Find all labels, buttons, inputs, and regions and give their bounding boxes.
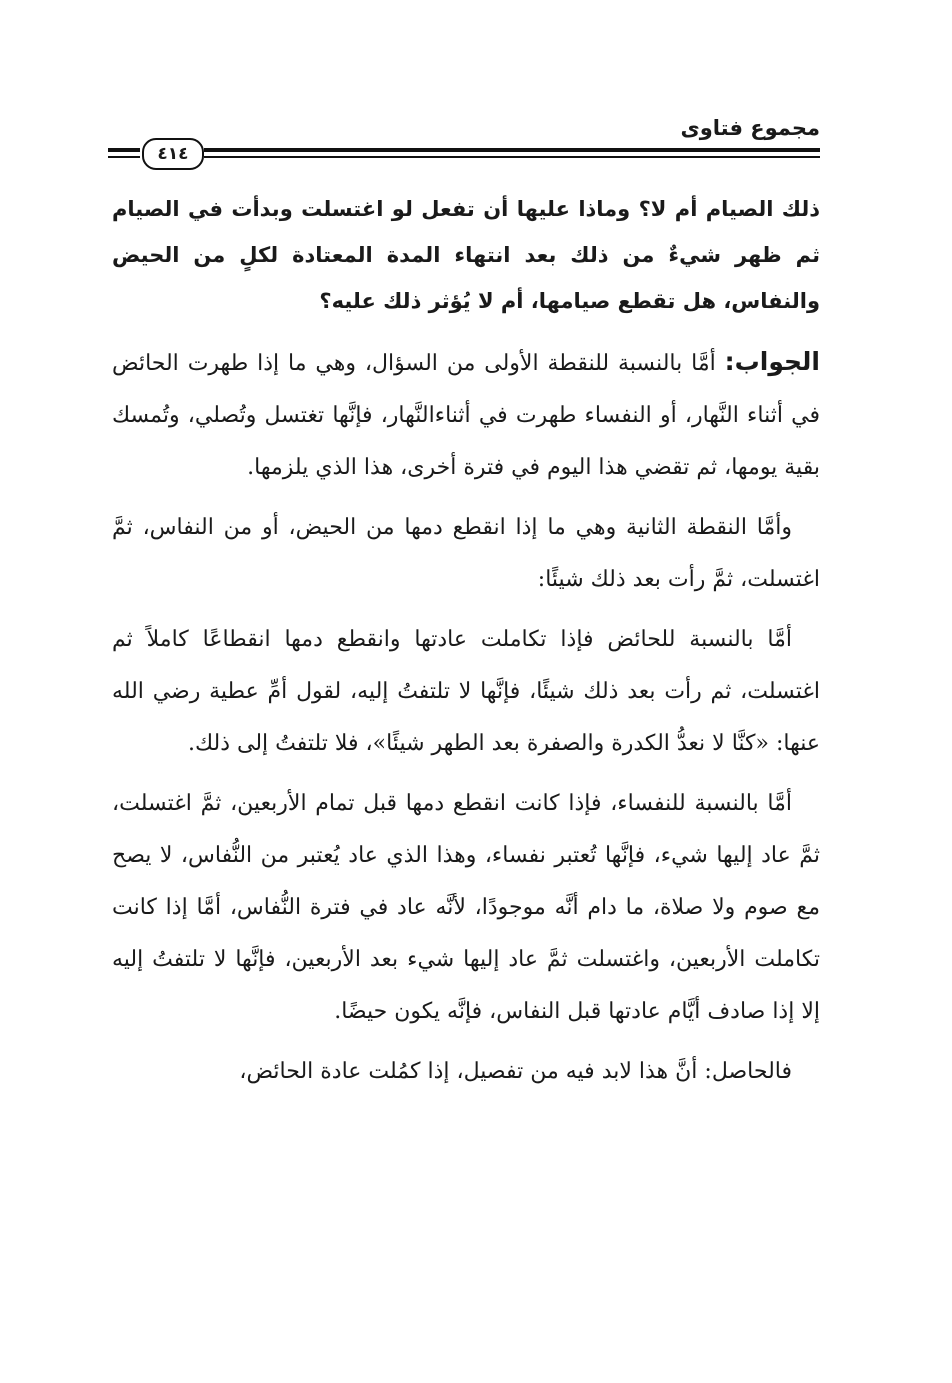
paragraph-postpartum: أمَّا بالنسبة للنفساء، فإذا كانت انقطع دمها قبل تمام الأربعين، ثمَّ اغتسلت، ثمَّ عاد إليها شيء، فإنَّها تُعتبر نفساء، وهذا الذي عاد يُعتبر من النُّفاس، لا يصح مع صوم ولا صلاة، ما دام أنَّه موجودًا، لأنَّه عاد في فترة النُّفاس، أمَّا إذا كانت تكاملت الأربعين، واغتسلت ثمَّ عاد إليها شيء بعد الأربعين، فإنَّها لا تلتفتُ إليه إلا إذا صادف أيَّام عادتها قبل النفاس، فإنَّه يكون حيضًا. <box>112 791 820 1024</box>
header-rule-thin <box>204 156 820 158</box>
header-rule-left-thick <box>108 148 140 152</box>
paragraph-conclusion: فالحاصل: أنَّ هذا لابد فيه من تفصيل، إذا كمُلت عادة الحائض، <box>239 1059 792 1084</box>
book-title: مجموع فتاوى <box>680 116 820 140</box>
header-rule-thick <box>204 148 820 152</box>
question-text: ذلك الصيام أم لا؟ وماذا عليها أن تفعل لو اغتسلت وبدأت في الصيام ثم ظهر شيءٌ من ذلك بعد انتهاء المدة المعتادة لكلٍ من الحيض والنفاس، هل تقطع صيامها، أم لا يُؤثر ذلك عليه؟ <box>112 197 820 313</box>
answer-paragraph <box>112 336 820 494</box>
page-header <box>108 110 820 170</box>
header-rule-left-thin <box>108 156 140 158</box>
paragraph-menstruating: أمَّا بالنسبة للحائض فإذا تكاملت عادتها وانقطع دمها انقطاعًا كاملاً ثم اغتسلت، ثم رأت بعد ذلك شيئًا، فإنَّها لا تلتفتُ إليه، لقول أمِّ عطية رضي الله عنها: «كنَّا لا نعدُّ الكدرة والصفرة بعد الطهر شيئًا»، فلا تلتفتُ إلى ذلك. <box>112 627 820 756</box>
page-number: ٤١٤ <box>142 138 204 170</box>
answer-intro: أمَّا بالنسبة للنقطة الأولى من السؤال، وهي ما إذا طهرت الحائض في أثناء النَّهار، أو النفساء طهرت في أثناءالنَّهار، فإنَّها تغتسل وتُصلي، وتُمسك بقية يومها، ثم تقضي هذا اليوم في فترة أخرى، هذا الذي يلزمها. <box>112 351 820 480</box>
answer-label: الجواب: <box>724 347 820 376</box>
page-body <box>112 186 820 1106</box>
paragraph-second-point: وأمَّا النقطة الثانية وهي ما إذا انقطع دمها من الحيض، أو من النفاس، ثمَّ اغتسلت، ثمَّ رأت بعد ذلك شيئًا: <box>112 515 820 592</box>
